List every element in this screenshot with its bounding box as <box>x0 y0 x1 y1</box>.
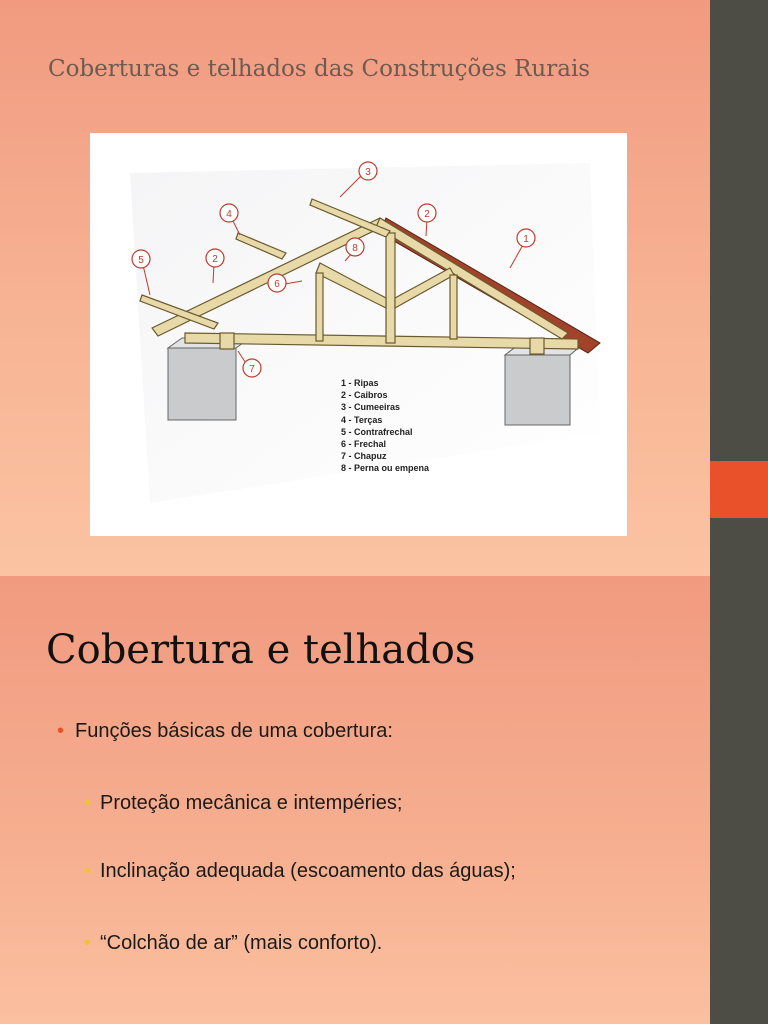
roof-structure-figure <box>90 133 627 536</box>
bullet-dot-icon: • <box>84 860 92 882</box>
roof-truss-illustration <box>90 133 627 536</box>
legend-item: 1 - Ripas <box>341 378 379 388</box>
callout-7: 7 <box>249 364 255 375</box>
callout-3: 3 <box>365 167 371 178</box>
callout-5: 5 <box>138 255 144 266</box>
bullet-text: “Colchão de ar” (mais conforto). <box>100 932 383 954</box>
legend-item: 5 - Contrafrechal <box>341 426 413 437</box>
sub-bullet-item <box>84 792 403 815</box>
callout-8: 8 <box>352 243 358 254</box>
legend-item: 3 - Cumeeiras <box>341 402 401 413</box>
callout-2-left: 2 <box>212 254 218 265</box>
bullet-text: Inclinação adequada (escoamento das águas); <box>100 860 516 882</box>
legend-item: 8 - Perna ou empena <box>341 463 430 474</box>
slide-1-title: Coberturas e telhados das Construções Rurais <box>48 56 591 82</box>
figure-legend <box>341 377 429 475</box>
sub-bullet-item <box>84 932 383 955</box>
callout-1: 1 <box>523 234 529 245</box>
legend-item: 2 - Caibros <box>341 390 388 401</box>
bullet-text: Proteção mecânica e intempéries; <box>100 792 403 814</box>
sidebar-accent-block <box>710 461 768 518</box>
legend-item: 7 - Chapuz <box>341 451 387 462</box>
callout-4: 4 <box>226 209 232 220</box>
callout-2: 2 <box>424 209 430 220</box>
bullet-text: Funções básicas de uma cobertura: <box>75 720 393 742</box>
bullet-dot-icon: • <box>57 720 65 742</box>
right-pillar <box>505 345 582 425</box>
legend-item: 4 - Terças <box>341 414 383 425</box>
bullet-item <box>57 720 393 743</box>
legend-item: 6 - Frechal <box>341 439 387 450</box>
slide-2-title: Cobertura e telhados <box>46 627 476 673</box>
bullet-dot-icon: • <box>84 792 92 814</box>
bullet-dot-icon: • <box>84 932 92 954</box>
callout-6: 6 <box>274 279 280 290</box>
sub-bullet-item <box>84 860 516 883</box>
